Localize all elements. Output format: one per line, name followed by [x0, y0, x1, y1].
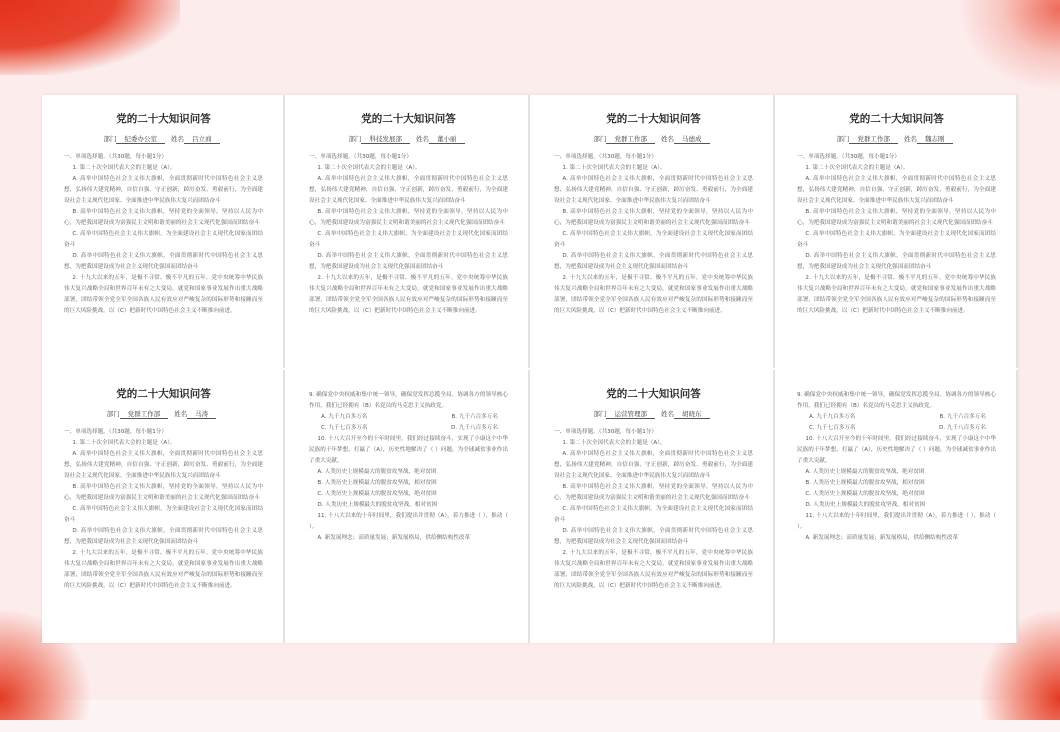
option: A. 新发展理念；高质量发展；新发展格局，供给侧结构性改革 — [805, 535, 959, 541]
question: 1. 第二十次全国代表大会的主题是（A）。 — [72, 440, 176, 446]
section-heading: 一、单项选择题。（共30题，每小题1分） — [64, 429, 167, 435]
respondent-info — [64, 134, 263, 144]
option: A. 高举中国特色社会主义伟大旗帜，全面贯彻新时代中国特色社会主义思想，弘扬伟大建党精神，自信自强、守正创新，踔厉奋发、勇毅前行，为全面建设社会主义现代化国家、全面推进中华民族伟大复兴而团结奋斗 — [64, 451, 263, 479]
section-heading: 一、单项选择题。（共30题，每小题1分） — [797, 154, 900, 160]
question: 1. 第二十次全国代表大会的主题是（A）。 — [72, 165, 176, 171]
option: A. 九千九百多万名 — [321, 414, 368, 420]
quiz-page — [775, 95, 1018, 368]
respondent-info — [554, 409, 753, 419]
option: D. 高举中国特色社会主义伟大旗帜，全面贯彻新时代中国特色社会主义思想，为把我国建设成为社会主义现代化强国而团结奋斗 — [797, 253, 996, 270]
question-text — [64, 152, 263, 317]
name-value: 胡晓东 — [674, 409, 710, 419]
dept-label: 部门 — [348, 135, 362, 143]
respondent-info — [797, 134, 996, 144]
dept-label: 部门 — [836, 135, 850, 143]
option: B. 高举中国特色社会主义伟大旗帜，坚持党的全面领导，坚持以人民为中心，为把我国建设成为富强民主文明和谐美丽的社会主义现代化强国而团结奋斗 — [554, 484, 753, 501]
name-label: 姓名 — [174, 410, 188, 418]
name-label: 姓名 — [171, 135, 185, 143]
option: B. 高举中国特色社会主义伟大旗帜，坚持党的全面领导，坚持以人民为中心，为把我国建设成为富强民主文明和谐美丽的社会主义现代化强国而团结奋斗 — [64, 484, 263, 501]
quiz-page — [532, 370, 775, 643]
quiz-page-continued — [287, 370, 530, 643]
option: A. 高举中国特色社会主义伟大旗帜，全面贯彻新时代中国特色社会主义思想，弘扬伟大建党精神，自信自强、守正创新，踔厉奋发、勇毅前行，为全面建设社会主义现代化国家、全面推进中华民族伟大复兴而团结奋斗 — [309, 176, 508, 204]
dept-label: 部门 — [593, 135, 607, 143]
question: 1. 第二十次全国代表大会的主题是（A）。 — [317, 165, 421, 171]
name-value: 马涛 — [187, 409, 216, 419]
option: D. 高举中国特色社会主义伟大旗帜，全面贯彻新时代中国特色社会主义思想，为把我国建设成为社会主义现代化强国而团结奋斗 — [554, 528, 753, 545]
dept-value: 党群工作部 — [849, 134, 898, 144]
option: D. 高举中国特色社会主义伟大旗帜，全面贯彻新时代中国特色社会主义思想，为把我国建设成为社会主义现代化强国而团结奋斗 — [309, 253, 508, 270]
dept-label: 部门 — [103, 135, 117, 143]
option: A. 高举中国特色社会主义伟大旗帜，全面贯彻新时代中国特色社会主义思想，弘扬伟大建党精神，自信自强、守正创新，踔厉奋发、勇毅前行，为全面建设社会主义现代化国家、全面推进中华民族伟大复兴而团结奋斗 — [797, 176, 996, 204]
section-heading: 一、单项选择题。（共30题，每小题1分） — [554, 429, 657, 435]
page-title: 党的二十大知识问答 — [606, 388, 701, 400]
page-title: 党的二十大知识问答 — [116, 388, 211, 400]
name-label: 姓名 — [661, 410, 675, 418]
option: C. 高举中国特色社会主义伟大旗帜，为全面建设社会主义现代化国家而团结奋斗 — [64, 231, 263, 248]
background-band — [0, 700, 1060, 732]
option: D. 九千八百多万名 — [450, 425, 498, 431]
option: C. 高举中国特色社会主义伟大旗帜，为全面建设社会主义现代化国家而团结奋斗 — [554, 506, 753, 523]
dept-value: 纪委办公室 — [116, 134, 165, 144]
name-value: 董小丽 — [429, 134, 465, 144]
question: 9. 确保党中央权威和集中统一领导，确保党发挥总揽全局、协调各方的领导核心作用，我们已经拥有（B）名党员的马克思主义执政党。 — [797, 392, 996, 409]
question: 11. 十八大以来的十年时间里，我们提出并贯彻（A），着力推进（ ），推动（ ）。 — [309, 513, 508, 530]
question: 1. 第二十次全国代表大会的主题是（A）。 — [562, 440, 666, 446]
option: A. 高举中国特色社会主义伟大旗帜，全面贯彻新时代中国特色社会主义思想，弘扬伟大建党精神，自信自强、守正创新，踔厉奋发、勇毅前行，为全面建设社会主义现代化国家、全面推进中华民族伟大复兴而团结奋斗 — [554, 176, 753, 204]
option: C. 高举中国特色社会主义伟大旗帜，为全面建设社会主义现代化国家而团结奋斗 — [554, 231, 753, 248]
option: B. 高举中国特色社会主义伟大旗帜，坚持党的全面领导，坚持以人民为中心，为把我国建设成为富强民主文明和谐美丽的社会主义现代化强国而团结奋斗 — [64, 209, 263, 226]
red-ribbon-decoration — [0, 0, 180, 75]
option: B. 高举中国特色社会主义伟大旗帜，坚持党的全面领导，坚持以人民为中心，为把我国建设成为富强民主文明和谐美丽的社会主义现代化强国而团结奋斗 — [554, 209, 753, 226]
option: D. 人类历史上规模最大的脱贫攻坚战，相对贫困 — [317, 502, 438, 508]
option: D. 高举中国特色社会主义伟大旗帜，全面贯彻新时代中国特色社会主义思想，为把我国建设成为社会主义现代化强国而团结奋斗 — [64, 528, 263, 545]
question-text — [554, 427, 753, 592]
question: 1. 第二十次全国代表大会的主题是（A）。 — [805, 165, 909, 171]
option: B. 人类历史上规模最大的脱贫攻坚战，相对贫困 — [317, 480, 437, 486]
option: D. 人类历史上规模最大的脱贫攻坚战，相对贫困 — [805, 502, 926, 508]
page-title: 党的二十大知识问答 — [116, 113, 211, 125]
option: C. 人类历史上规模最大的脱贫攻坚战，绝对贫困 — [317, 491, 437, 497]
question-text — [554, 152, 753, 317]
option: A. 人类历史上规模最大的脱贫攻坚战，绝对贫困 — [805, 469, 925, 475]
respondent-info — [554, 134, 753, 144]
name-label: 姓名 — [416, 135, 430, 143]
quiz-page — [532, 95, 775, 368]
option: B. 高举中国特色社会主义伟大旗帜，坚持党的全面领导，坚持以人民为中心，为把我国建设成为富强民主文明和谐美丽的社会主义现代化强国而团结奋斗 — [309, 209, 508, 226]
option: C. 高举中国特色社会主义伟大旗帜，为全面建设社会主义现代化国家而团结奋斗 — [797, 231, 996, 248]
question-text — [797, 152, 996, 317]
quiz-page — [42, 370, 285, 643]
question: 2. 十九大以来的五年，是极不寻常、极不平凡的五年。党中央统筹中华民族伟大复兴战略全局和世界百年未有之大变局，就党和国家事业发展作出重大战略部署，团结带领全党全军全国各族人民有效应对严峻复杂的国际形势和接踵而至的巨大风险挑战，以（C）把新时代中国特色社会主义不断推向前进。 — [554, 275, 753, 314]
question: 2. 十九大以来的五年，是极不寻常、极不平凡的五年。党中央统筹中华民族伟大复兴战略全局和世界百年未有之大变局，就党和国家事业发展作出重大战略部署，团结带领全党全军全国各族人民有效应对严峻复杂的国际形势和接踵而至的巨大风险挑战，以（C）把新时代中国特色社会主义不断推向前进。 — [64, 550, 263, 589]
option: B. 九千六百多万名 — [939, 414, 986, 420]
page-title: 党的二十大知识问答 — [849, 113, 944, 125]
option: C. 九千七百多万名 — [809, 425, 856, 431]
question-text — [64, 427, 263, 592]
option: B. 高举中国特色社会主义伟大旗帜，坚持党的全面领导，坚持以人民为中心，为把我国建设成为富强民主文明和谐美丽的社会主义现代化强国而团结奋斗 — [797, 209, 996, 226]
question: 11. 十八大以来的十年时间里，我们提出并贯彻（A），着力推进（ ），推动（ ）。 — [797, 513, 996, 530]
question: 2. 十九大以来的五年，是极不寻常、极不平凡的五年。党中央统筹中华民族伟大复兴战略全局和世界百年未有之大变局，就党和国家事业发展作出重大战略部署，团结带领全党全军全国各族人民有效应对严峻复杂的国际形势和接踵而至的巨大风险挑战，以（C）把新时代中国特色社会主义不断推向前进。 — [64, 275, 263, 314]
option: C. 高举中国特色社会主义伟大旗帜，为全面建设社会主义现代化国家而团结奋斗 — [64, 506, 263, 523]
question-text — [309, 390, 508, 544]
option: D. 高举中国特色社会主义伟大旗帜，全面贯彻新时代中国特色社会主义思想，为把我国建设成为社会主义现代化强国而团结奋斗 — [554, 253, 753, 270]
option: C. 人类历史上规模最大的脱贫攻坚战，绝对贫困 — [805, 491, 925, 497]
question: 10. 十八大召开至今的十年时间里，我们经过接续奋斗，实现了小康这个中华民族的千年梦想，打赢了（A），历史性地解决了（ ）问题，为全球减贫事业作出了重大贡献。 — [309, 436, 508, 464]
section-heading: 一、单项选择题。（共30题，每小题1分） — [554, 154, 657, 160]
option: A. 高举中国特色社会主义伟大旗帜，全面贯彻新时代中国特色社会主义思想，弘扬伟大建党精神，自信自强、守正创新，踔厉奋发、勇毅前行，为全面建设社会主义现代化国家、全面推进中华民族伟大复兴而团结奋斗 — [554, 451, 753, 479]
option: C. 高举中国特色社会主义伟大旗帜，为全面建设社会主义现代化国家而团结奋斗 — [309, 231, 508, 248]
question: 1. 第二十次全国代表大会的主题是（A）。 — [562, 165, 666, 171]
name-value: 马德成 — [674, 134, 710, 144]
dept-label: 部门 — [593, 410, 607, 418]
option: B. 人类历史上规模最大的脱贫攻坚战，相对贫困 — [805, 480, 925, 486]
option: A. 高举中国特色社会主义伟大旗帜，全面贯彻新时代中国特色社会主义思想，弘扬伟大建党精神，自信自强、守正创新，踔厉奋发、勇毅前行，为全面建设社会主义现代化国家、全面推进中华民族伟大复兴而团结奋斗 — [64, 176, 263, 204]
quiz-page — [42, 95, 285, 368]
option: D. 高举中国特色社会主义伟大旗帜，全面贯彻新时代中国特色社会主义思想，为把我国建设成为社会主义现代化强国而团结奋斗 — [64, 253, 263, 270]
option: B. 九千六百多万名 — [451, 414, 498, 420]
respondent-info — [64, 409, 263, 419]
dept-value: 运营管理部 — [606, 409, 655, 419]
section-heading: 一、单项选择题。（共30题，每小题1分） — [64, 154, 167, 160]
page-title: 党的二十大知识问答 — [361, 113, 456, 125]
option: A. 九千九百多万名 — [809, 414, 856, 420]
dept-value: 党群工作部 — [120, 409, 169, 419]
question: 10. 十八大召开至今的十年时间里，我们经过接续奋斗，实现了小康这个中华民族的千年梦想，打赢了（A），历史性地解决了（ ）问题，为全球减贫事业作出了重大贡献。 — [797, 436, 996, 464]
question: 2. 十九大以来的五年，是极不寻常、极不平凡的五年。党中央统筹中华民族伟大复兴战略全局和世界百年未有之大变局，就党和国家事业发展作出重大战略部署，团结带领全党全军全国各族人民有效应对严峻复杂的国际形势和接踵而至的巨大风险挑战，以（C）把新时代中国特色社会主义不断推向前进。 — [797, 275, 996, 314]
dept-value: 党群工作部 — [606, 134, 655, 144]
option: D. 九千八百多万名 — [938, 425, 986, 431]
name-value: 魏志刚 — [917, 134, 953, 144]
option: A. 新发展理念；高质量发展；新发展格局，供给侧结构性改革 — [317, 535, 471, 541]
page-title: 党的二十大知识问答 — [606, 113, 701, 125]
option: C. 九千七百多万名 — [321, 425, 368, 431]
red-ribbon-decoration — [960, 0, 1060, 90]
quiz-page — [287, 95, 530, 368]
question-text — [797, 390, 996, 544]
name-value: 吕立商 — [184, 134, 220, 144]
respondent-info — [309, 134, 508, 144]
name-label: 姓名 — [661, 135, 675, 143]
quiz-page-continued — [775, 370, 1018, 643]
dept-value: 科技发展部 — [361, 134, 410, 144]
question: 9. 确保党中央权威和集中统一领导，确保党发挥总揽全局、协调各方的领导核心作用，我们已经拥有（B）名党员的马克思主义执政党。 — [309, 392, 508, 409]
question: 2. 十九大以来的五年，是极不寻常、极不平凡的五年。党中央统筹中华民族伟大复兴战略全局和世界百年未有之大变局，就党和国家事业发展作出重大战略部署，团结带领全党全军全国各族人民有效应对严峻复杂的国际形势和接踵而至的巨大风险挑战，以（C）把新时代中国特色社会主义不断推向前进。 — [554, 550, 753, 589]
section-heading: 一、单项选择题。（共30题，每小题1分） — [309, 154, 412, 160]
dept-label: 部门 — [106, 410, 120, 418]
name-label: 姓名 — [904, 135, 918, 143]
question: 2. 十九大以来的五年，是极不寻常、极不平凡的五年。党中央统筹中华民族伟大复兴战略全局和世界百年未有之大变局，就党和国家事业发展作出重大战略部署，团结带领全党全军全国各族人民有效应对严峻复杂的国际形势和接踵而至的巨大风险挑战，以（C）把新时代中国特色社会主义不断推向前进。 — [309, 275, 508, 314]
option: A. 人类历史上规模最大的脱贫攻坚战，绝对贫困 — [317, 469, 437, 475]
question-text — [309, 152, 508, 317]
